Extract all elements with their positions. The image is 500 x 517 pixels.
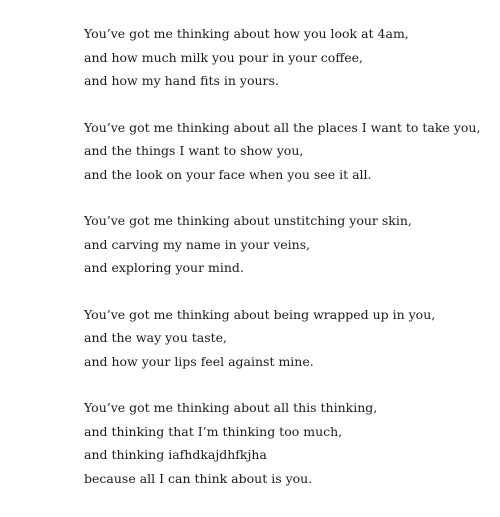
poem-line: You’ve got me thinking about unstitching your skin, bbox=[84, 213, 412, 228]
poem-line: and the things I want to show you, bbox=[84, 143, 304, 158]
poem-line: You’ve got me thinking about all this thinking, bbox=[84, 400, 378, 415]
stanza-4 bbox=[84, 303, 484, 374]
poem-line: because all I can think about is you. bbox=[84, 470, 313, 486]
poem-line: and thinking iafhdkajdhfkjha bbox=[84, 447, 267, 462]
poem-line: and thinking that I’m thinking too much, bbox=[84, 423, 343, 439]
stanza-3 bbox=[84, 209, 484, 280]
stanza-1 bbox=[84, 22, 484, 93]
poem-line: and carving my name in your veins, bbox=[84, 236, 311, 252]
poem-line: and how your lips feel against mine. bbox=[84, 353, 314, 369]
poem-line: You’ve got me thinking about being wrapped up in you, bbox=[84, 306, 436, 322]
stanza-2 bbox=[84, 116, 484, 187]
poem-text bbox=[84, 22, 484, 490]
poem-line: You’ve got me thinking about how you look at 4am, bbox=[84, 26, 409, 41]
poem-line: and how my hand fits in yours. bbox=[84, 73, 279, 88]
poem-line: and how much milk you pour in your coffee, bbox=[84, 49, 363, 65]
poem-line: You’ve got me thinking about all the places I want to take you, bbox=[84, 119, 481, 135]
stanza-5 bbox=[84, 396, 484, 490]
poem-line: and exploring your mind. bbox=[84, 260, 244, 275]
poem-line: and the way you taste, bbox=[84, 330, 228, 345]
poem-line: and the look on your face when you see it all. bbox=[84, 166, 372, 182]
